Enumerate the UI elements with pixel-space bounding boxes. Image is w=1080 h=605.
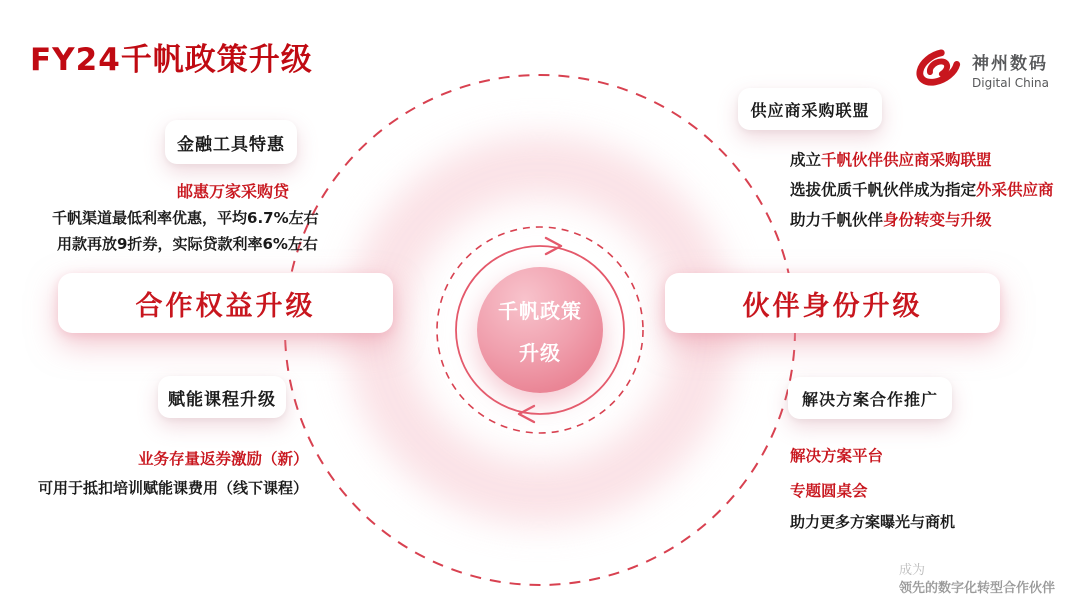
tag-supplier-alliance: 供应商采购联盟 xyxy=(738,88,882,130)
finance-heading: 邮惠万家采购贷 xyxy=(177,182,290,201)
footer-line-2: 领先的数字化转型合作伙伴 xyxy=(899,581,1056,596)
supplier-line-2-red: 外采供应商 xyxy=(976,181,1054,199)
center-line1: 千帆政策 xyxy=(498,298,582,323)
supplier-line-1-black: 成立 xyxy=(790,151,822,169)
course-heading: 业务存量返券激励（新） xyxy=(138,450,309,468)
solution-red-line-2: 专题圆桌会 xyxy=(790,482,868,500)
finance-line-1: 千帆渠道最低利率优惠，平均6.7%左右 xyxy=(52,209,319,227)
pill-partner-identity: 伙伴身份升级 xyxy=(665,273,1000,333)
tag-solution-promotion: 解决方案合作推广 xyxy=(788,377,952,419)
solution-line: 助力更多方案曝光与商机 xyxy=(790,513,956,531)
supplier-line-1-red: 千帆伙伴供应商采购联盟 xyxy=(821,151,992,169)
logo-text-en: Digital China xyxy=(972,75,1050,90)
footer-slogan xyxy=(899,562,1055,598)
footer-line-1: 成为 xyxy=(899,563,926,578)
supplier-line-2-black: 选拔优质千帆伙伴成为指定 xyxy=(790,181,977,199)
pill-cooperation-rights: 合作权益升级 xyxy=(58,273,393,333)
supplier-line-2 xyxy=(790,178,1054,200)
supplier-line-3 xyxy=(790,208,992,230)
tag-enablement-course: 赋能课程升级 xyxy=(158,376,286,418)
tag-finance-tools: 金融工具特惠 xyxy=(165,120,297,164)
finance-line-2: 用款再放9折券，实际贷款利率6%左右 xyxy=(57,235,318,253)
solution-red-line-1: 解决方案平台 xyxy=(790,447,884,465)
page-title: FY24千帆政策升级 xyxy=(30,42,313,78)
supplier-line-3-black: 助力千帆伙伴 xyxy=(790,211,884,229)
supplier-line-1 xyxy=(790,148,992,170)
digital-china-swirl-icon xyxy=(910,46,964,92)
logo-text-cn: 神州数码 xyxy=(972,53,1048,74)
course-line: 可用于抵扣培训赋能课费用（线下课程） xyxy=(38,479,309,497)
digital-china-logo xyxy=(910,46,1049,92)
center-policy-badge xyxy=(477,267,603,393)
center-line2: 升级 xyxy=(519,340,561,365)
supplier-line-3-red: 身份转变与升级 xyxy=(883,211,992,229)
